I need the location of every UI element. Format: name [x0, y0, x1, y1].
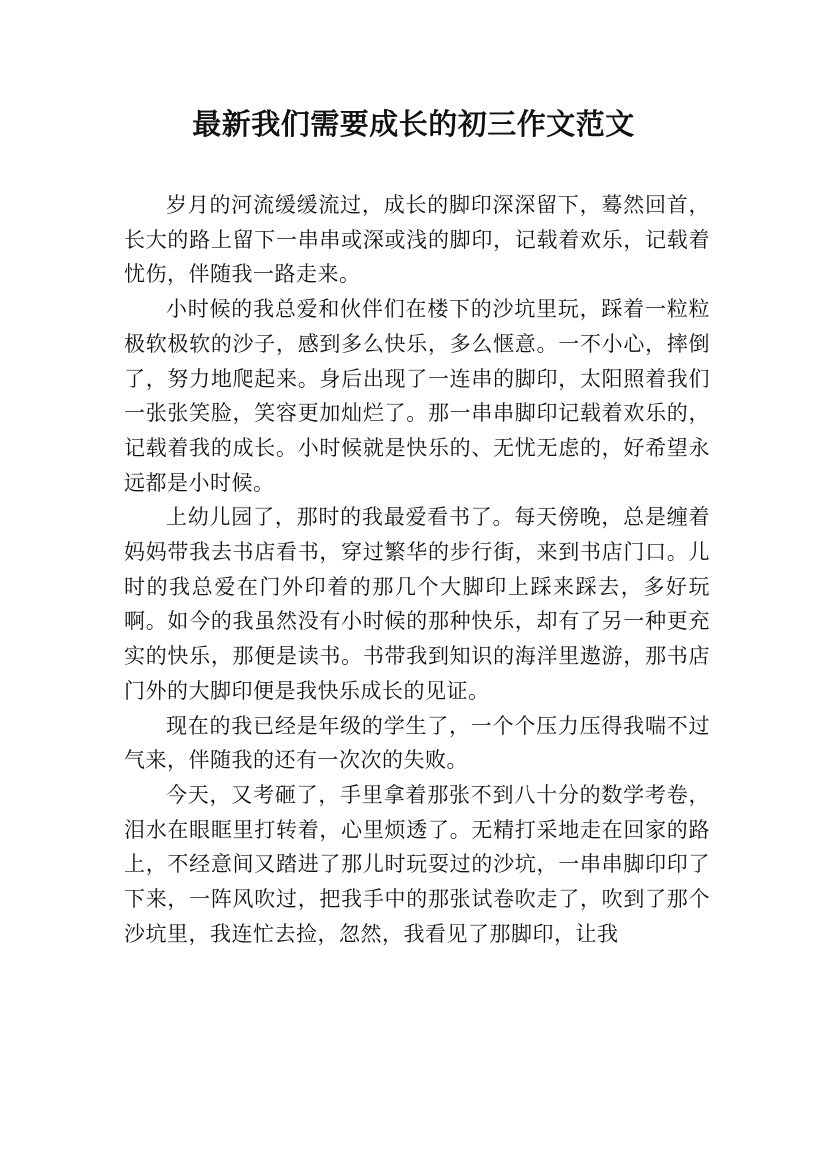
paragraph-1: 岁月的河流缓缓流过，成长的脚印深深留下，蓦然回首，长大的路上留下一串串或深或浅的脚印，记载着欢乐，记载着忧伤，伴随我一路走来。	[124, 193, 710, 287]
paragraph-4: 现在的我已经是年级的学生了，一个个压力压得我喘不过气来，伴随我的还有一次次的失败。	[124, 713, 710, 773]
document-title: 最新我们需要成长的初三作文范文	[192, 107, 635, 141]
paragraph-2: 小时候的我总爱和伙伴们在楼下的沙坑里玩，踩着一粒粒极软极软的沙子，感到多么快乐，多么惬意。一不小心，摔倒了，努力地爬起来。身后出现了一连串的脚印，太阳照着我们一张张笑脸，笑容更加灿烂了。那一串串脚印记载着欢乐的，记载着我的成长。小时候就是快乐的、无忧无虑的，好希望永远都是小时候。	[124, 297, 710, 495]
paragraph-5: 今天，又考砸了，手里拿着那张不到八十分的数学考卷，泪水在眼眶里打转着，心里烦透了。无精打采地走在回家的路上，不经意间又踏进了那儿时玩耍过的沙坑，一串串脚印印了下来，一阵风吹过，把我手中的那张试卷吹走了，吹到了那个沙坑里，我连忙去捡，忽然，我看见了那脚印，让我	[124, 782, 710, 946]
document-body	[124, 188, 710, 951]
paragraph-3: 上幼儿园了，那时的我最爱看书了。每天傍晚，总是缠着妈妈带我去书店看书，穿过繁华的步行街，来到书店门口。儿时的我总爱在门外印着的那几个大脚印上踩来踩去，多好玩啊。如今的我虽然没有小时候的那种快乐，却有了另一种更充实的快乐，那便是读书。书带我到知识的海洋里遨游，那书店门外的大脚印便是我快乐成长的见证。	[124, 505, 710, 703]
